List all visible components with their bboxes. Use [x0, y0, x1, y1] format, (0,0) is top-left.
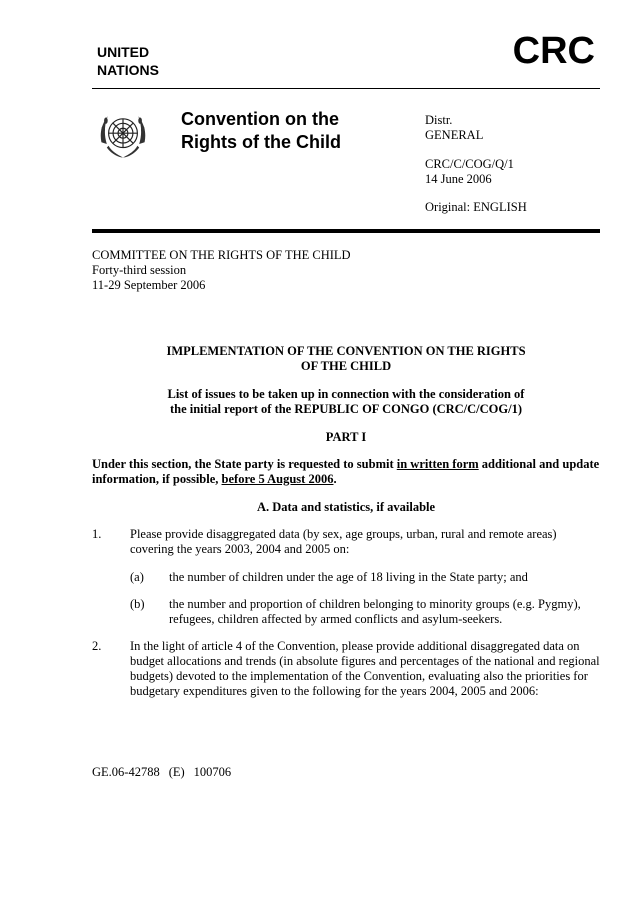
intro-underline-1: in written form [396, 457, 479, 471]
footer-code: 100706 [193, 765, 232, 779]
main-heading-line-2: OF THE CHILD [300, 359, 392, 373]
symbol-block [425, 157, 514, 187]
subitem-text: the number and proportion of children belonging to minority groups (e.g. Pygmy), refugees, children affected by armed conflicts and asylum-seekers. [169, 597, 581, 626]
header-divider [92, 88, 600, 89]
document-code: CRC [512, 30, 595, 72]
org-line-1: UNITED [97, 44, 150, 60]
item-number: 1. [92, 527, 102, 541]
intro-underline-2: before 5 August 2006 [221, 472, 334, 486]
document-date: 14 June 2006 [425, 172, 492, 186]
title-line-2: Rights of the Child [181, 132, 341, 152]
committee-session: Forty-third session [92, 263, 187, 277]
subitem-text: the number of children under the age of 18 living in the State party; and [169, 570, 528, 584]
convention-title [181, 108, 401, 154]
main-heading [92, 344, 600, 374]
distr-label: Distr. [425, 113, 453, 127]
subitem-number: (b) [130, 597, 145, 611]
subitem-number: (a) [130, 570, 144, 584]
title-line-1: Convention on the [181, 109, 339, 129]
committee-block [92, 248, 351, 293]
part-heading: PART I [325, 430, 367, 444]
distribution-block [425, 113, 483, 143]
sub-heading-line-2: the initial report of the REPUBLIC OF CONGO (CRC/C/COG/1) [169, 402, 523, 416]
footer-doc-number: GE.06-42788 [92, 765, 160, 779]
original-language: Original: ENGLISH [425, 200, 527, 214]
org-line-2: NATIONS [97, 62, 159, 78]
item-text: Please provide disaggregated data (by sex, age groups, urban, rural and remote areas) covering the years 2003, 2004 and 2005 on: [130, 527, 557, 556]
intro-text-1: Under this section, the State party is requested to submit [92, 457, 397, 471]
distr-general: GENERAL [425, 128, 484, 142]
thick-divider [92, 229, 600, 233]
sub-heading-line-1: List of issues to be taken up in connection with the consideration of [167, 387, 525, 401]
intro-paragraph [92, 457, 600, 487]
committee-name: COMMITTEE ON THE RIGHTS OF THE CHILD [92, 248, 351, 262]
item-text: In the light of article 4 of the Convention, please provide additional disaggregated data on budget allocations and trends (in absolute figures and percentages of the national and regional budgets) devoted to the implementation of the Convention, evaluating also the priorities for budgetary expenditures given to the following for the years 2004, 2005 and 2006: [130, 639, 600, 698]
footer-language: (E) [168, 765, 185, 779]
intro-text-3: . [333, 472, 337, 486]
organization-name [97, 43, 159, 79]
intro-text-2: additional and update information, if possible, [92, 457, 600, 486]
item-number: 2. [92, 639, 102, 653]
committee-dates: 11-29 September 2006 [92, 278, 206, 292]
sub-heading [92, 387, 600, 417]
main-heading-line-1: IMPLEMENTATION OF THE CONVENTION ON THE RIGHTS [166, 344, 526, 358]
document-symbol: CRC/C/COG/Q/1 [425, 157, 514, 171]
section-a-heading: A. Data and statistics, if available [256, 500, 436, 514]
footer-job-number [92, 765, 240, 780]
un-emblem-icon [96, 108, 150, 162]
